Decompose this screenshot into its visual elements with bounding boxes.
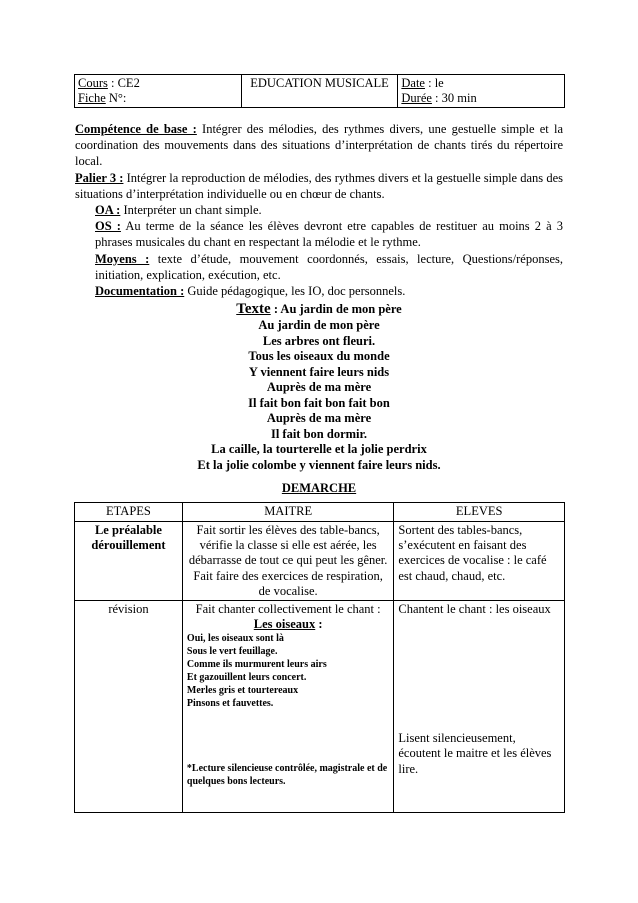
song-title-rest: : Au jardin de mon père — [270, 302, 402, 316]
oa-paragraph — [75, 202, 563, 218]
fiche-label: Fiche — [78, 91, 106, 105]
song-line: Auprès de ma mère — [266, 380, 372, 394]
duree-label: Durée — [401, 91, 432, 105]
maitre-intro: Fait chanter collectivement le chant : — [195, 602, 381, 617]
lesson-intro — [75, 121, 563, 299]
etape-cell: révision — [75, 601, 183, 813]
song-line: La caille, la tourterelle et la jolie perdrix — [211, 442, 427, 456]
maitre-cell: Fait sortir les élèves des table-bancs, vérifie la classe si elle est aérée, les débarrasse de tout ce qui peut les gêner. Fait faire des exercices de respiration, de vocalise. — [182, 522, 393, 601]
competence-text: Intégrer des mélodies, des rythmes divers, une gestuelle simple et la coordination des mouvements dans des situations d’interprétation de chants tirés du répertoire local. — [75, 122, 563, 169]
table-row — [75, 522, 565, 601]
os-label: OS : — [95, 219, 121, 234]
revision-song-line: Oui, les oiseaux sont là — [186, 633, 284, 645]
song-line: Et la jolie colombe y viennent faire leurs nids. — [197, 457, 441, 472]
table-row — [75, 601, 565, 813]
demarche-title: DEMARCHE — [281, 481, 357, 495]
revision-song-line: Et gazouillent leurs concert. — [186, 672, 307, 684]
song-line: Y viennent faire leurs nids — [248, 364, 390, 379]
song-text — [75, 300, 563, 473]
moyens-label: Moyens : — [95, 251, 150, 266]
demarche-table — [74, 502, 565, 813]
song-line: Tous les oiseaux du monde — [248, 349, 390, 363]
date-label: Date — [401, 76, 425, 90]
date-value: : le — [424, 76, 444, 90]
table-header-row — [75, 503, 565, 522]
fiche-value: N°: — [105, 91, 127, 105]
song-line: Il fait bon fait bon fait bon — [248, 395, 390, 410]
column-header: ELEVES — [394, 503, 565, 522]
moyens-text: texte d’étude, mouvement coordonnés, essais, lecture, Questions/réponses, initiation, explication, exécution, etc. — [95, 251, 563, 282]
song-name: Les oiseaux — [253, 617, 316, 632]
eleves-cell — [394, 601, 565, 813]
song-line: Les arbres ont fleuri. — [262, 333, 376, 348]
documentation-paragraph — [75, 283, 563, 299]
song-line: Au jardin de mon père — [258, 318, 380, 332]
subject-cell — [241, 75, 398, 108]
documentation-text: Guide pédagogique, les IO, doc personnels. — [184, 284, 406, 299]
song-line: Il fait bon dormir. — [270, 426, 368, 441]
competence-label: Compétence de base : — [75, 122, 197, 136]
os-text: Au terme de la séance les élèves devront etre capables de restituer au moins 2 à 3 phrases musicales du chant en respectant la mélodie et le rythme. — [95, 219, 563, 250]
column-header: ETAPES — [75, 503, 183, 522]
oa-label: OA : — [95, 203, 121, 218]
revision-song-line: Comme ils murmurent leurs airs — [186, 659, 327, 671]
course-label: Cours — [78, 76, 108, 90]
song-line: Auprès de ma mère — [266, 411, 372, 425]
header-table — [74, 74, 565, 108]
revision-song-line: Pinsons et fauvettes. — [186, 698, 274, 710]
revision-song-line: Sous le vert feuillage. — [186, 646, 278, 658]
eleves-chant: Chantent le chant : les oiseaux — [398, 602, 551, 617]
os-paragraph — [75, 218, 563, 250]
song-name-suffix: : — [315, 617, 323, 632]
maitre-lecture: *Lecture silencieuse contrôlée, magistrale et de quelques bons lecteurs. — [186, 763, 388, 788]
date-cell — [398, 75, 565, 108]
moyens-paragraph — [75, 251, 563, 283]
column-header: MAITRE — [182, 503, 393, 522]
palier-paragraph — [75, 170, 563, 202]
etape-cell: Le préalable dérouillement — [75, 522, 183, 601]
palier-text: Intégrer la reproduction de mélodies, des rythmes divers et la gestuelle simple dans des situations d’interprétation individuelle ou en chœur de chants. — [75, 170, 563, 201]
maitre-cell — [182, 601, 393, 813]
revision-song-lines — [187, 632, 389, 710]
eleves-cell: Sortent des tables-bancs, s’exécutent en faisant des exercices de vocalise : le café est chaud, chaud, etc. — [394, 522, 565, 601]
eleves-lecture: Lisent silencieusement, écoutent le maitre et les élèves lire. — [398, 731, 552, 776]
subject-title: EDUCATION MUSICALE — [250, 76, 389, 90]
song-title-label: Texte — [236, 301, 271, 317]
course-cell — [75, 75, 242, 108]
duree-value: : 30 min — [431, 91, 477, 105]
competence-paragraph — [75, 121, 563, 170]
song-name-label — [187, 617, 389, 632]
revision-song-line: Merles gris et tourtereaux — [186, 685, 299, 697]
oa-text: Interpréter un chant simple. — [120, 203, 262, 218]
song-title — [75, 300, 563, 318]
documentation-label: Documentation : — [95, 284, 185, 299]
palier-label: Palier 3 : — [75, 170, 124, 185]
course-value: : CE2 — [107, 76, 140, 90]
